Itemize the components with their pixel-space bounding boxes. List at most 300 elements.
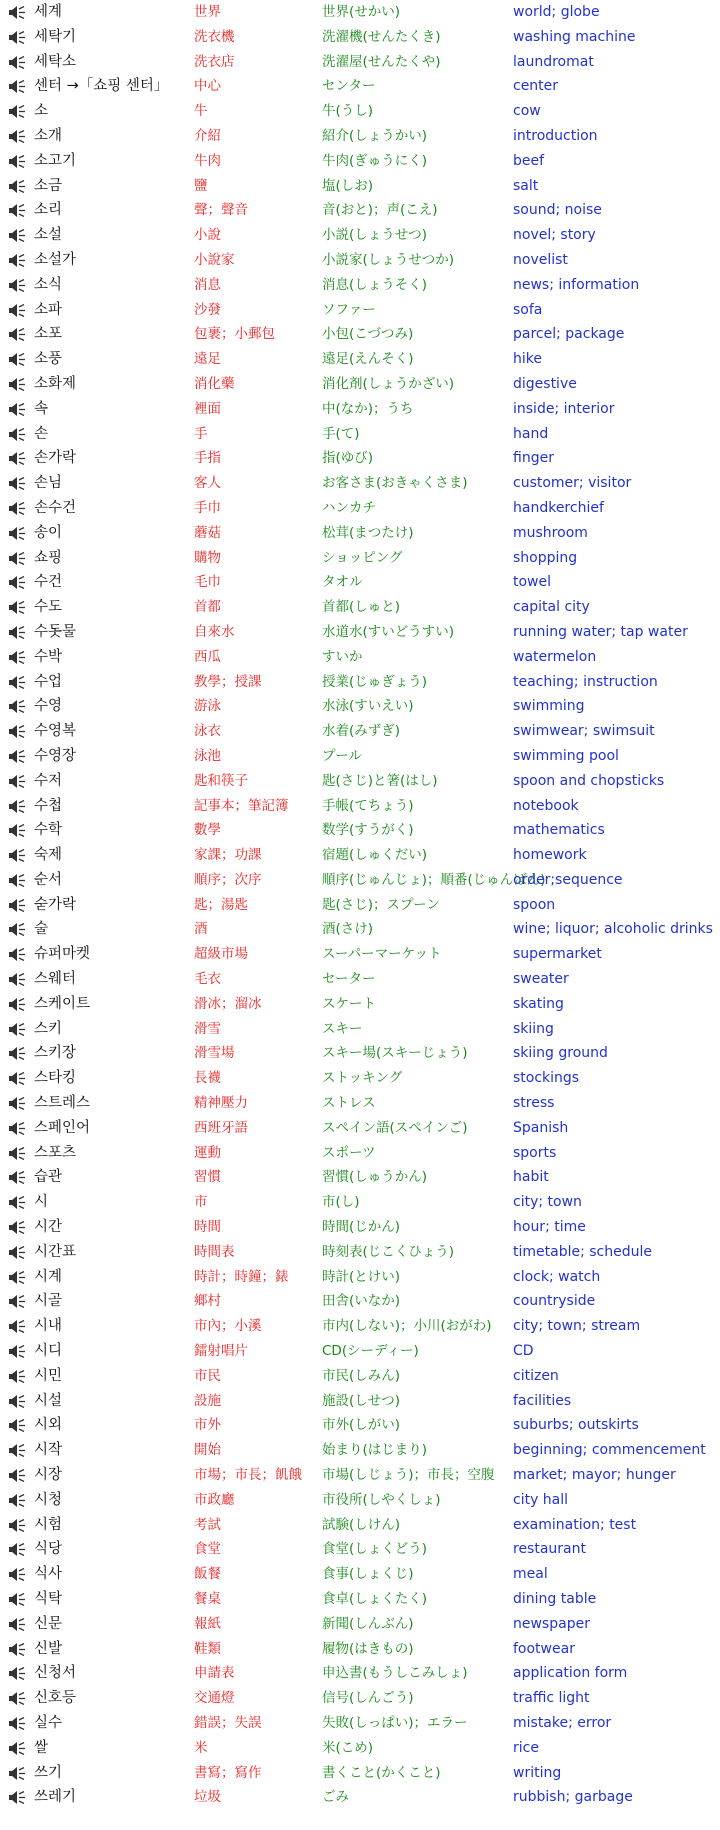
korean-word: 쇼핑 <box>34 549 63 566</box>
vocab-row <box>0 1736 720 1761</box>
korean-word: 습관 <box>34 1169 63 1186</box>
vocab-row <box>0 372 720 397</box>
hanja-translation: 手 <box>194 425 208 442</box>
japanese-translation: スーパーマーケット <box>322 946 442 963</box>
vocab-row <box>0 694 720 719</box>
japanese-translation: 順序(じゅんじょ)；順番(じゅんばん) <box>322 871 546 888</box>
english-translation: stockings <box>513 1070 580 1087</box>
vocab-row <box>0 422 720 447</box>
speaker-icon[interactable] <box>9 942 29 967</box>
speaker-icon[interactable] <box>9 25 29 50</box>
hanja-translation: 泳衣 <box>194 723 221 740</box>
japanese-translation: 手帳(てちょう) <box>322 797 414 814</box>
vocab-row <box>0 50 720 75</box>
hanja-translation: 遠足 <box>194 351 221 368</box>
english-translation: teaching; instruction <box>513 673 658 690</box>
hanja-translation: 小說家 <box>194 251 235 268</box>
vocab-row <box>0 1562 720 1587</box>
hanja-translation: 毛衣 <box>194 971 221 988</box>
speaker-icon[interactable] <box>9 1661 29 1686</box>
japanese-translation: 田舎(いなか) <box>322 1293 401 1310</box>
speaker-icon[interactable] <box>9 298 29 323</box>
speaker-icon[interactable] <box>9 273 29 298</box>
korean-word: 시민 <box>34 1367 63 1384</box>
korean-word: 센터 →「쇼핑 센터」 <box>34 78 169 95</box>
english-translation: wine; liquor; alcoholic drinks <box>513 921 713 938</box>
vocab-row <box>0 719 720 744</box>
speaker-icon[interactable] <box>9 1240 29 1265</box>
japanese-translation: 匙(さじ)；スプーン <box>322 896 440 913</box>
vocab-row <box>0 1289 720 1314</box>
japanese-translation: 消化剤(しょうかざい) <box>322 375 455 392</box>
vocab-row <box>0 843 720 868</box>
hanja-translation: 介紹 <box>194 127 221 144</box>
english-translation: swimming <box>513 698 585 715</box>
speaker-icon[interactable] <box>9 50 29 75</box>
speaker-icon[interactable] <box>9 1438 29 1463</box>
hanja-translation: 西班牙語 <box>194 1119 248 1136</box>
vocab-row <box>0 1339 720 1364</box>
english-translation: rice <box>513 1739 539 1756</box>
korean-word: 수영복 <box>34 723 77 740</box>
hanja-translation: 鄉村 <box>194 1293 221 1310</box>
vocab-row <box>0 620 720 645</box>
japanese-translation: タオル <box>322 574 363 591</box>
japanese-translation: センター <box>322 78 376 95</box>
speaker-icon[interactable] <box>9 471 29 496</box>
korean-word: 소식 <box>34 276 63 293</box>
korean-word: 스페인어 <box>34 1119 91 1136</box>
korean-word: 소포 <box>34 326 63 343</box>
hanja-translation: 滑雪 <box>194 1020 221 1037</box>
english-translation: mathematics <box>513 822 605 839</box>
korean-word: 시설 <box>34 1392 63 1409</box>
english-translation: city; town <box>513 1194 582 1211</box>
japanese-translation: 匙(さじ)と箸(はし) <box>322 772 438 789</box>
japanese-translation: ストッキング <box>322 1070 403 1087</box>
speaker-icon[interactable] <box>9 1413 29 1438</box>
speaker-icon[interactable] <box>9 620 29 645</box>
speaker-icon[interactable] <box>9 794 29 819</box>
speaker-icon[interactable] <box>9 1116 29 1141</box>
speaker-icon[interactable] <box>9 1711 29 1736</box>
vocab-row <box>0 1463 720 1488</box>
korean-word: 손가락 <box>34 450 77 467</box>
korean-word: 쌀 <box>34 1739 49 1756</box>
korean-word: 소개 <box>34 127 63 144</box>
speaker-icon[interactable] <box>9 446 29 471</box>
english-translation: watermelon <box>513 648 597 665</box>
vocab-row <box>0 397 720 422</box>
hanja-translation: 米 <box>194 1739 208 1756</box>
speaker-icon[interactable] <box>9 1339 29 1364</box>
english-translation: mistake; error <box>513 1714 612 1731</box>
japanese-translation: 始まり(はじまり) <box>322 1442 428 1459</box>
vocab-row <box>0 248 720 273</box>
english-translation: application form <box>513 1665 628 1682</box>
japanese-translation: 小説家(しょうせつか) <box>322 251 455 268</box>
korean-word: 세탁소 <box>34 53 77 70</box>
speaker-icon[interactable] <box>9 719 29 744</box>
english-translation: hike <box>513 351 542 368</box>
vocab-row <box>0 1389 720 1414</box>
english-translation: capital city <box>513 599 590 616</box>
hanja-translation: 自來水 <box>194 623 235 640</box>
english-translation: introduction <box>513 127 598 144</box>
vocab-row <box>0 521 720 546</box>
speaker-icon[interactable] <box>9 1017 29 1042</box>
speaker-icon[interactable] <box>9 1289 29 1314</box>
japanese-translation: 牛肉(ぎゅうにく) <box>322 152 428 169</box>
vocab-row <box>0 868 720 893</box>
japanese-translation: ショッピング <box>322 549 403 566</box>
korean-word: 시골 <box>34 1293 63 1310</box>
korean-word: 쓰레기 <box>34 1789 77 1806</box>
japanese-translation: 世界(せかい) <box>322 4 401 20</box>
hanja-translation: 洗衣店 <box>194 53 235 70</box>
japanese-translation: 小包(こづつみ) <box>322 326 414 343</box>
speaker-icon[interactable] <box>9 1488 29 1513</box>
korean-word: 스케이트 <box>34 995 91 1012</box>
japanese-translation: お客さま(おきゃくさま) <box>322 475 468 492</box>
english-translation: city; town; stream <box>513 1318 641 1335</box>
japanese-translation: 市民(しみん) <box>322 1367 401 1384</box>
vocab-row <box>0 149 720 174</box>
english-translation: news; information <box>513 276 640 293</box>
korean-word: 시간 <box>34 1219 63 1236</box>
hanja-translation: 申請表 <box>194 1665 235 1682</box>
english-translation: habit <box>513 1169 549 1186</box>
english-translation: world; globe <box>513 4 600 20</box>
speaker-icon[interactable] <box>9 570 29 595</box>
vocab-row <box>0 298 720 323</box>
hanja-translation: 數學 <box>194 822 221 839</box>
vocab-row <box>0 1066 720 1091</box>
korean-word: 소리 <box>34 202 63 219</box>
japanese-translation: 水着(みずぎ) <box>322 723 401 740</box>
hanja-translation: 消息 <box>194 276 221 293</box>
vocab-row <box>0 198 720 223</box>
speaker-icon[interactable] <box>9 1686 29 1711</box>
speaker-icon[interactable] <box>9 1364 29 1389</box>
speaker-icon[interactable] <box>9 843 29 868</box>
speaker-icon[interactable] <box>9 1041 29 1066</box>
speaker-icon[interactable] <box>9 1215 29 1240</box>
speaker-icon[interactable] <box>9 1736 29 1761</box>
vocab-row <box>0 769 720 794</box>
vocab-row <box>0 1215 720 1240</box>
speaker-icon[interactable] <box>9 372 29 397</box>
hanja-translation: 時間表 <box>194 1243 235 1260</box>
english-translation: footwear <box>513 1640 575 1657</box>
hanja-translation: 裡面 <box>194 400 221 417</box>
english-translation: Spanish <box>513 1119 569 1136</box>
english-translation: dining table <box>513 1591 597 1607</box>
korean-word: 손수건 <box>34 499 77 516</box>
korean-word: 스키 <box>34 1020 63 1037</box>
hanja-translation: 習慣 <box>194 1169 221 1186</box>
korean-word: 시험 <box>34 1516 63 1533</box>
speaker-icon[interactable] <box>9 1314 29 1339</box>
speaker-icon[interactable] <box>9 422 29 447</box>
japanese-translation: 失敗(しっぱい)；エラー <box>322 1714 468 1731</box>
korean-word: 수박 <box>34 648 63 665</box>
vocab-row <box>0 471 720 496</box>
korean-word: 세계 <box>34 4 63 20</box>
english-translation: spoon <box>513 896 556 913</box>
hanja-translation: 滑雪場 <box>194 1045 235 1062</box>
japanese-translation: 消息(しょうそく) <box>322 276 428 293</box>
vocab-row <box>0 1041 720 1066</box>
korean-word: 소화제 <box>34 375 77 392</box>
hanja-translation: 酒 <box>194 921 208 938</box>
hanja-translation: 聲；聲音 <box>194 202 248 219</box>
vocab-row <box>0 546 720 571</box>
hanja-translation: 交通燈 <box>194 1690 235 1707</box>
korean-word: 시내 <box>34 1318 63 1335</box>
english-translation: hour; time <box>513 1219 586 1236</box>
korean-word: 수저 <box>34 772 63 789</box>
vocab-row <box>0 124 720 149</box>
speaker-icon[interactable] <box>9 1066 29 1091</box>
speaker-icon[interactable] <box>9 1637 29 1662</box>
speaker-icon[interactable] <box>9 322 29 347</box>
vocab-row <box>0 1785 720 1810</box>
english-translation: running water; tap water <box>513 623 688 640</box>
korean-word: 식사 <box>34 1566 63 1583</box>
hanja-translation: 牛肉 <box>194 152 221 169</box>
speaker-icon[interactable] <box>9 967 29 992</box>
japanese-translation: スケート <box>322 995 376 1012</box>
japanese-translation: ハンカチ <box>322 499 376 516</box>
english-translation: inside; interior <box>513 400 615 417</box>
vocab-row <box>0 1761 720 1786</box>
korean-word: 식당 <box>34 1541 63 1558</box>
korean-word: 수도 <box>34 599 63 616</box>
vocab-row <box>0 1314 720 1339</box>
korean-word: 신문 <box>34 1615 63 1632</box>
speaker-icon[interactable] <box>9 1537 29 1562</box>
speaker-icon[interactable] <box>9 694 29 719</box>
hanja-translation: 包裹；小郵包 <box>194 326 275 343</box>
japanese-translation: 中(なか)；うち <box>322 400 414 417</box>
vocab-row <box>0 1165 720 1190</box>
japanese-translation: ソファー <box>322 301 376 318</box>
hanja-translation: 運動 <box>194 1144 221 1161</box>
hanja-translation: 市 <box>194 1194 208 1211</box>
english-translation: stress <box>513 1095 555 1112</box>
speaker-icon[interactable] <box>9 1265 29 1290</box>
korean-word: 소 <box>34 103 49 120</box>
speaker-icon[interactable] <box>9 769 29 794</box>
vocab-row <box>0 1413 720 1438</box>
speaker-icon[interactable] <box>9 645 29 670</box>
speaker-icon[interactable] <box>9 347 29 372</box>
vocab-row <box>0 1661 720 1686</box>
speaker-icon[interactable] <box>9 1785 29 1810</box>
japanese-translation: ストレス <box>322 1095 376 1112</box>
speaker-icon[interactable] <box>9 1612 29 1637</box>
english-translation: market; mayor; hunger <box>513 1467 676 1484</box>
english-translation: meal <box>513 1566 548 1583</box>
speaker-icon[interactable] <box>9 1091 29 1116</box>
english-translation: skiing <box>513 1020 554 1037</box>
hanja-translation: 客人 <box>194 475 221 492</box>
english-translation: examination; test <box>513 1516 637 1533</box>
speaker-icon[interactable] <box>9 1165 29 1190</box>
korean-word: 슈퍼마켓 <box>34 946 91 963</box>
korean-word: 스키장 <box>34 1045 77 1062</box>
speaker-icon[interactable] <box>9 1463 29 1488</box>
korean-word: 수업 <box>34 673 63 690</box>
vocab-row <box>0 818 720 843</box>
vocab-row <box>0 74 720 99</box>
japanese-translation: 試験(しけん) <box>322 1516 401 1533</box>
korean-word: 신발 <box>34 1640 63 1657</box>
japanese-translation: 米(こめ) <box>322 1739 374 1756</box>
hanja-translation: 鐳射唱片 <box>194 1343 248 1360</box>
hanja-translation: 匙；湯匙 <box>194 896 248 913</box>
english-translation: countryside <box>513 1293 596 1310</box>
korean-word: 손 <box>34 425 49 442</box>
vocab-row <box>0 1488 720 1513</box>
english-translation: homework <box>513 847 587 864</box>
speaker-icon[interactable] <box>9 670 29 695</box>
speaker-icon[interactable] <box>9 744 29 769</box>
vocab-row <box>0 917 720 942</box>
speaker-icon[interactable] <box>9 1190 29 1215</box>
speaker-icon[interactable] <box>9 1587 29 1612</box>
english-translation: skating <box>513 995 564 1012</box>
hanja-translation: 家課；功課 <box>194 847 262 864</box>
hanja-translation: 設施 <box>194 1392 221 1409</box>
vocab-row <box>0 967 720 992</box>
speaker-icon[interactable] <box>9 1562 29 1587</box>
speaker-icon[interactable] <box>9 0 29 25</box>
vocab-row <box>0 1612 720 1637</box>
vocab-row <box>0 99 720 124</box>
hanja-translation: 手指 <box>194 450 221 467</box>
korean-word: 수건 <box>34 574 63 591</box>
korean-word: 술 <box>34 921 49 938</box>
korean-word: 수영 <box>34 698 63 715</box>
speaker-icon[interactable] <box>9 893 29 918</box>
speaker-icon[interactable] <box>9 397 29 422</box>
speaker-icon[interactable] <box>9 1513 29 1538</box>
english-translation: city hall <box>513 1491 569 1508</box>
hanja-translation: 餐桌 <box>194 1591 221 1607</box>
english-translation: sofa <box>513 301 543 318</box>
english-translation: handkerchief <box>513 499 604 516</box>
vocab-row <box>0 347 720 372</box>
hanja-translation: 毛巾 <box>194 574 221 591</box>
korean-word: 세탁기 <box>34 28 77 45</box>
vocab-row <box>0 1364 720 1389</box>
japanese-translation: 紹介(しょうかい) <box>322 127 428 144</box>
hanja-translation: 滑冰；溜冰 <box>194 995 262 1012</box>
vocab-row <box>0 322 720 347</box>
hanja-translation: 中心 <box>194 78 221 95</box>
speaker-icon[interactable] <box>9 868 29 893</box>
speaker-icon[interactable] <box>9 198 29 223</box>
japanese-translation: 信号(しんごう) <box>322 1690 414 1707</box>
korean-word: 순서 <box>34 871 63 888</box>
vocab-row <box>0 1537 720 1562</box>
vocab-row <box>0 25 720 50</box>
hanja-translation: 市民 <box>194 1367 221 1384</box>
japanese-translation: 時刻表(じこくひょう) <box>322 1243 455 1260</box>
english-translation: cow <box>513 103 541 120</box>
vocab-row <box>0 1017 720 1042</box>
hanja-translation: 市政廳 <box>194 1491 235 1508</box>
hanja-translation: 錯誤；失誤 <box>194 1714 262 1731</box>
hanja-translation: 牛 <box>194 103 208 120</box>
japanese-translation: 牛(うし) <box>322 103 374 120</box>
speaker-icon[interactable] <box>9 1389 29 1414</box>
speaker-icon[interactable] <box>9 1761 29 1786</box>
japanese-translation: 食事(しょくじ) <box>322 1566 414 1583</box>
speaker-icon[interactable] <box>9 248 29 273</box>
speaker-icon[interactable] <box>9 1141 29 1166</box>
speaker-icon[interactable] <box>9 818 29 843</box>
hanja-translation: 蘑菇 <box>194 524 221 541</box>
japanese-translation: スキー場(スキーじょう) <box>322 1045 468 1062</box>
japanese-translation: 数学(すうがく) <box>322 822 414 839</box>
speaker-icon[interactable] <box>9 99 29 124</box>
hanja-translation: 超級市場 <box>194 946 248 963</box>
english-translation: restaurant <box>513 1541 586 1558</box>
speaker-icon[interactable] <box>9 496 29 521</box>
speaker-icon[interactable] <box>9 124 29 149</box>
speaker-icon[interactable] <box>9 74 29 99</box>
japanese-translation: 松茸(まつたけ) <box>322 524 414 541</box>
speaker-icon[interactable] <box>9 917 29 942</box>
vocab-row <box>0 1240 720 1265</box>
hanja-translation: 鞋類 <box>194 1640 221 1657</box>
english-translation: suburbs; outskirts <box>513 1417 639 1434</box>
vocab-row <box>0 595 720 620</box>
speaker-icon[interactable] <box>9 521 29 546</box>
vocab-row <box>0 1265 720 1290</box>
japanese-translation: 書くこと(かくこと) <box>322 1764 441 1781</box>
japanese-translation: 申込書(もうしこみしょ) <box>322 1665 468 1682</box>
speaker-icon[interactable] <box>9 595 29 620</box>
korean-word: 시작 <box>34 1442 63 1459</box>
english-translation: writing <box>513 1764 562 1781</box>
speaker-icon[interactable] <box>9 223 29 248</box>
korean-word: 속 <box>34 400 49 417</box>
japanese-translation: すいか <box>322 648 363 665</box>
speaker-icon[interactable] <box>9 149 29 174</box>
hanja-translation: 書寫；寫作 <box>194 1764 262 1781</box>
korean-word: 수첩 <box>34 797 63 814</box>
japanese-translation: 市(し) <box>322 1194 360 1211</box>
english-translation: towel <box>513 574 552 591</box>
japanese-translation: セーター <box>322 971 376 988</box>
japanese-translation: 洗濯機(せんたくき) <box>322 28 441 45</box>
japanese-translation: 遠足(えんそく) <box>322 351 414 368</box>
japanese-translation: 指(ゆび) <box>322 450 374 467</box>
hanja-translation: 鹽 <box>194 177 208 194</box>
hanja-translation: 垃圾 <box>194 1789 221 1806</box>
speaker-icon[interactable] <box>9 546 29 571</box>
japanese-translation: 履物(はきもの) <box>322 1640 414 1657</box>
korean-word: 수학 <box>34 822 63 839</box>
english-translation: hand <box>513 425 549 442</box>
japanese-translation: 習慣(しゅうかん) <box>322 1169 428 1186</box>
speaker-icon[interactable] <box>9 992 29 1017</box>
speaker-icon[interactable] <box>9 174 29 199</box>
